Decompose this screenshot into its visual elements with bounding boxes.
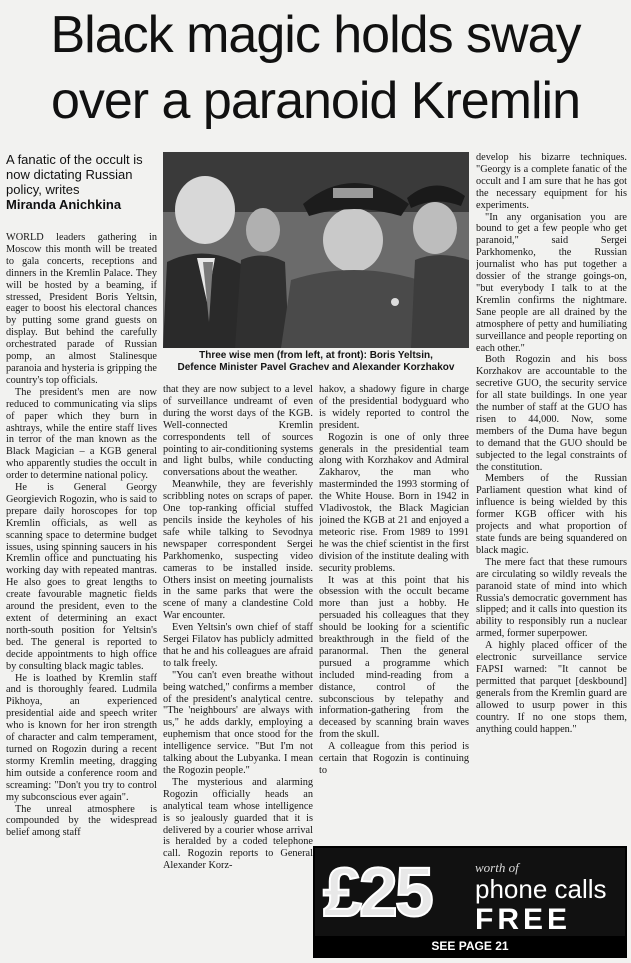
photo-illustration — [163, 152, 469, 348]
paragraph: A highly placed officer of the electronic surveillance service FAPSI warned: "It cannot be permitted that parquet [deskbound] generals from the Kremlin guard are allowed to usurp power in this country. If no one stops them, anything could happen." — [476, 640, 627, 735]
paragraph: WORLD leaders gathering in Moscow this month will be treated to gala concerts, receptions and dinners in the Kremlin Palace. They will be hosted by a beaming, if stressed, President Boris Yeltsin, eager to boost his electoral chances by putting some grand guests on display. But behind the carefully orchestrated parade of Russian pomp, an almost Stalinesque paranoia and hysteria is gripping the country's top officials. — [6, 232, 157, 386]
paragraph: The president's men are now reduced to communicating via slips of paper which they burn in ashtrays, while the entire staff lives in terror of the man known as the Black Magician – a KGB general who apparently studies the occult in order to determine national policy. — [6, 386, 157, 482]
article-column-1 — [6, 232, 157, 958]
paragraph: "You can't even breathe without being watched," confirms a member of the president's analytical centre. "The 'neighbours' are always with us," he adds darkly, employing a euphemism that once stood for the intelligence service. "But I'm not talking about the Lubyanka. I mean the Rogozin people." — [163, 669, 313, 776]
caption-line-2: Defence Minister Pavel Grachev and Alexander Korzhakov — [177, 362, 455, 373]
paragraph: develop his bizarre techniques. "Georgy is a complete fanatic of the occult and I am sure that he has got the necessary equipment for his experiments. — [476, 152, 627, 211]
advert-free: FREE — [475, 903, 572, 936]
advert-price: £25 — [323, 853, 431, 931]
standfirst — [6, 152, 156, 212]
paragraph: Even Yeltsin's own chief of staff Sergei Filatov has publicly admitted that he and his colleagues are afraid to talk freely. — [163, 622, 313, 669]
photo-caption — [163, 350, 469, 374]
byline: Miranda Anichkina — [6, 197, 122, 212]
headline-line-1: Black magic holds sway — [50, 6, 581, 64]
advert-product: phone calls — [475, 874, 607, 904]
paragraph: that they are now subject to a level of surveillance undreamt of even during the worst days of the KGB. Well-connected Kremlin correspondents tell of sources pointing to air-conditioning systems and light bulbs, while conducting conversations about the weather. — [163, 384, 313, 479]
headline — [6, 2, 625, 134]
paragraph: It was at this point that his obsession with the occult became more than just a hobby. He persuaded his colleagues that they should be looking for a scientific breakthrough in the field of the paranormal. Then the general pursued a programme which included mind-reading from a distance, control of the subconscious by telepathy and information-gathering from the deceased by scanning brain waves from the skull. — [319, 574, 469, 741]
paragraph: Both Rogozin and his boss Korzhakov are accountable to the secretive GUO, the security service for all state buildings. In one year the number of staff at the GUO has risen to 44,000. Now, some members of the Duma have begun to demand that the GUO should be subjected to the legal constraints of the constitution. — [476, 354, 627, 473]
article-column-2 — [163, 384, 313, 958]
paragraph: Rogozin is one of only three generals in the presidential team along with Korzhakov and Admiral Zakharov, the man who masterminded the 1993 storming of the White House. Born in 1942 in Vladivostok, the Black Magician joined the KGB at 21 and enjoyed a meteoric rise. From 1989 to 1991 he was the chief scientist in the first division of the institute dealing with security problems. — [319, 431, 469, 574]
article-column-4 — [476, 152, 627, 842]
paragraph: The mere fact that these rumours are circulating so wildly reveals the paranoid state of mind into which Russia's democratic government has slipped; and it calls into question its ability to responsibly run a nuclear armed, former superpower. — [476, 556, 627, 640]
paragraph: Meanwhile, they are feverishly scribbling notes on scraps of paper. One top-ranking official stuffed pencils inside the keyholes of his safe while talking to Sevodnya newspaper correspondent Sergei Parkhomenko, suspecting video cameras to be installed inside. Others insist on meeting journalists in the same parks that were the scene of many a clandestine Cold War encounter. — [163, 479, 313, 622]
standfirst-text: A fanatic of the occult is now dictating Russian policy, writes — [6, 152, 143, 197]
paragraph: He is loathed by Kremlin staff and is thoroughly feared. Ludmila Pikhoya, an experienced presidential aide and speech writer who is known for her iron strength of character and calm temperament, turned on Rogozin during a recent stormy Kremlin meeting, dragging him outside a conference room and screaming: "Don't you try to control my subconscious ever again". — [6, 672, 157, 803]
paragraph: The unreal atmosphere is compounded by the widespread belief among staff — [6, 803, 157, 839]
phone-calls-advert[interactable] — [313, 846, 627, 958]
paragraph: He is General Georgy Georgievich Rogozin, who is said to prepare daily horoscopes for top Kremlin officials, as well as scanning space to determine budget issues, using spinning saucers in his Kremlin office and punctuating his working day with repeated mantras. He also goes to great lengths to create favourable magnetic fields around the president, even to the extent of determining an exact north-south position for Yeltsin's bed. The general is reported to decide appointments to high office by consulting black magic tables. — [6, 482, 157, 672]
caption-line-1: Three wise men (from left, at front): Boris Yeltsin, — [199, 350, 433, 361]
headline-line-2: over a paranoid Kremlin — [50, 72, 581, 130]
news-photo — [163, 152, 469, 348]
paragraph: hakov, a shadowy figure in charge of the presidential bodyguard who is widely reported to control the president. — [319, 384, 469, 431]
paragraph: Members of the Russian Parliament question what kind of influence is being wielded by this former KGB officer with his projects and what proportion of state funds are being squandered on black magic. — [476, 473, 627, 556]
paragraph: The mysterious and alarming Rogozin officially heads an analytical team whose intelligence is so jealously guarded that it is delivered by a courier whose arrival is heralded by a coded telephone call. Rogozin reports to General Alexander Korz- — [163, 776, 313, 872]
advert-worth: worth of — [475, 860, 519, 875]
see-page-link[interactable]: SEE PAGE 21 — [315, 936, 625, 956]
paragraph: A colleague from this period is certain that Rogozin is continuing to — [319, 741, 469, 776]
paragraph: "In any organisation you are bound to get a few people who get paranoid," said Sergei Parkhomenko, the Russian journalist who has put together a dossier of the strange goings-on, "but everybody I talk to at the Kremlin confirms the nightmare. Sane people are all drained by the atmosphere of petty and humiliating surveillance and people reporting on each other." — [476, 211, 627, 354]
